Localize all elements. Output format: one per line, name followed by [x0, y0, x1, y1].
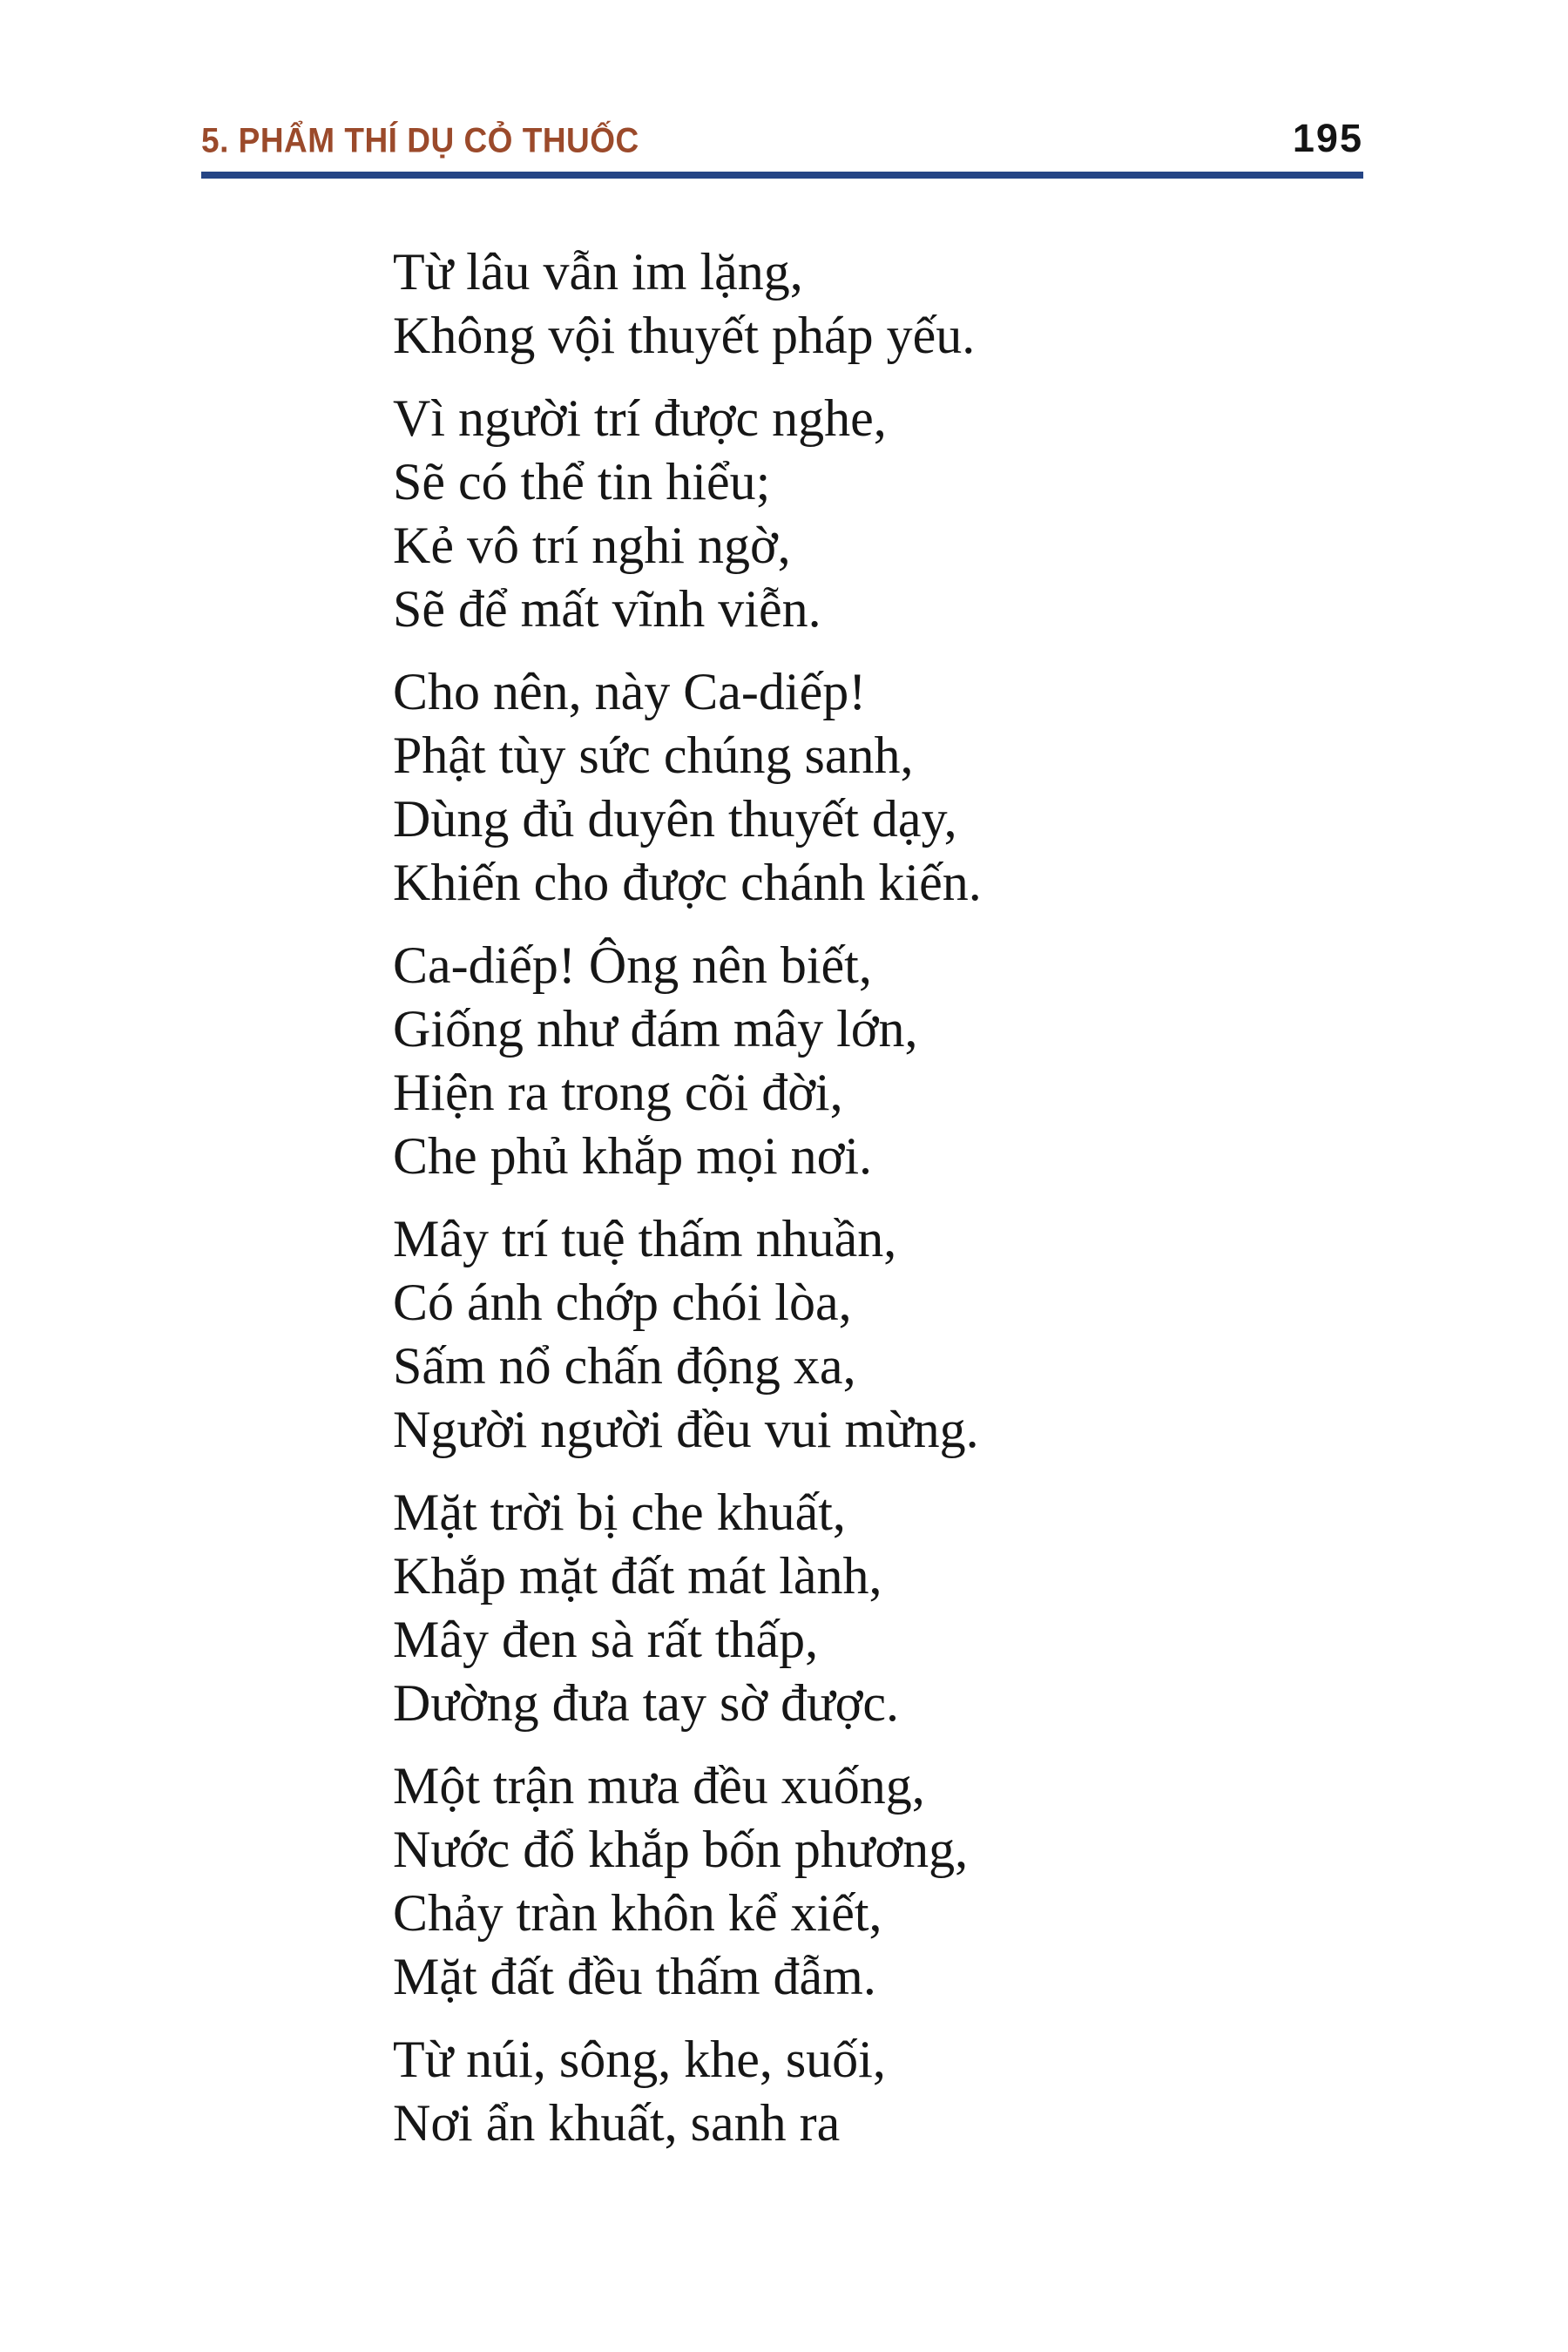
- poem-line: Dường đưa tay sờ được.: [393, 1674, 899, 1732]
- poem-line: Khắp mặt đất mát lành,: [393, 1547, 882, 1605]
- poem-line: Kẻ vô trí nghi ngờ,: [393, 517, 791, 574]
- poem-line: Mây đen sà rất thấp,: [393, 1611, 819, 1668]
- poem-line: Hiện ra trong cõi đời,: [393, 1064, 843, 1121]
- poem-line: Sẽ để mất vĩnh viễn.: [393, 580, 821, 638]
- poem-line: Dùng đủ duyên thuyết dạy,: [393, 790, 957, 848]
- poem-line: Sấm nổ chấn động xa,: [393, 1337, 856, 1395]
- poem-line: Nước đổ khắp bốn phương,: [393, 1821, 969, 1878]
- stanza: [393, 2028, 1351, 2155]
- poem-line: Từ lâu vẫn im lặng,: [393, 243, 803, 301]
- stanza: [393, 1207, 1351, 1462]
- poem-line: Mây trí tuệ thấm nhuần,: [393, 1210, 897, 1267]
- poem-line: Che phủ khắp mọi nơi.: [393, 1127, 873, 1185]
- header-rule: [201, 172, 1363, 179]
- poem-line: Ca-diếp! Ông nên biết,: [393, 936, 872, 994]
- poem-line: Vì người trí được nghe,: [393, 389, 887, 447]
- stanza: [393, 387, 1351, 641]
- poem-line: Giống như đám mây lớn,: [393, 1000, 918, 1058]
- poem-line: Chảy tràn khôn kể xiết,: [393, 1884, 882, 1942]
- poem-line: Nơi ẩn khuất, sanh ra: [393, 2094, 841, 2152]
- poem-line: Không vội thuyết pháp yếu.: [393, 307, 976, 364]
- stanza: [393, 240, 1351, 368]
- stanza: [393, 660, 1351, 915]
- poem-line: Khiến cho được chánh kiến.: [393, 854, 982, 911]
- poem-line: Một trận mưa đều xuống,: [393, 1757, 925, 1815]
- chapter-title: 5. PHẨM THÍ DỤ CỎ THUỐC: [201, 120, 639, 160]
- page-number: 195: [1292, 116, 1363, 160]
- page-header: [201, 118, 1363, 158]
- stanza: [393, 1481, 1351, 1735]
- poem-line: Từ núi, sông, khe, suối,: [393, 2031, 886, 2088]
- poem-line: Sẽ có thể tin hiểu;: [393, 453, 771, 510]
- poem-line: Cho nên, này Ca-diếp!: [393, 663, 867, 720]
- poem-line: Phật tùy sức chúng sanh,: [393, 727, 914, 784]
- poem-line: Có ánh chớp chói lòa,: [393, 1274, 852, 1331]
- stanza: [393, 934, 1351, 1188]
- stanza: [393, 1754, 1351, 2009]
- poem-line: Mặt đất đều thấm đẫm.: [393, 1948, 876, 2005]
- poem: [393, 240, 1351, 2174]
- poem-line: Người người đều vui mừng.: [393, 1401, 979, 1458]
- poem-line: Mặt trời bị che khuất,: [393, 1484, 846, 1541]
